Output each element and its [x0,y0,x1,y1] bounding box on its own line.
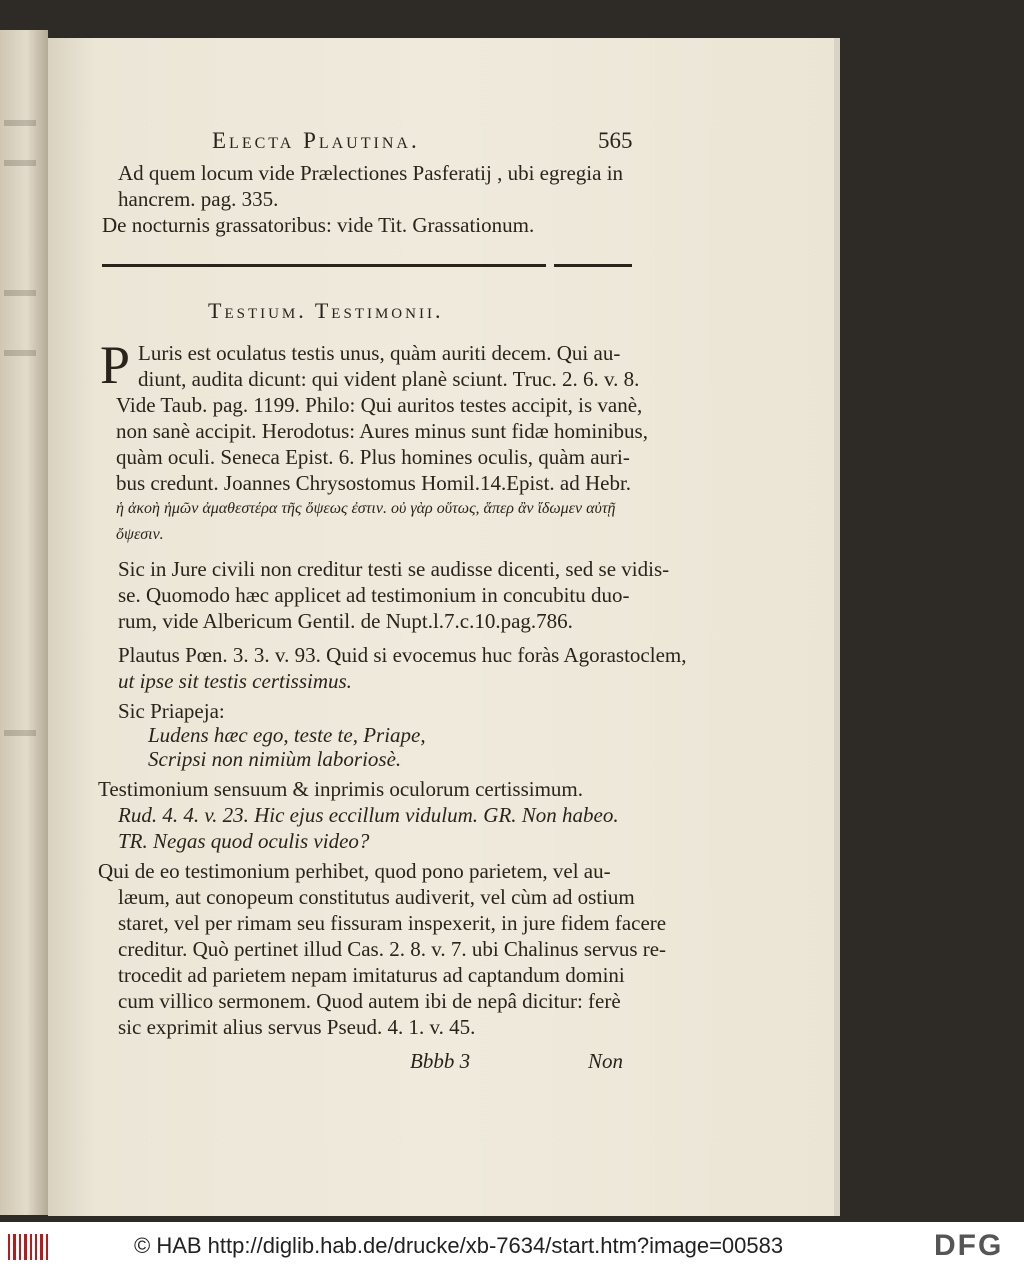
text-line: Plautus Pœn. 3. 3. v. 93. Quid si evocemus huc foràs Agorastoclem, [118,643,687,667]
text-line: Luris est oculatus testis unus, quàm auriti decem. Qui au- [138,341,621,365]
ghost-text [4,290,36,296]
signature-mark: Bbbb 3 [410,1049,471,1073]
ghost-text [4,120,36,126]
page-number: 565 [598,128,633,153]
text-line: creditur. Quò pertinet illud Cas. 2. 8. v. 7. ubi Chalinus servus re- [118,937,667,961]
text-line: sic exprimit alius servus Pseud. 4. 1. v. 45. [118,1015,476,1039]
text-line: TR. Negas quod oculis video? [118,829,370,853]
section-heading: Testium. Testimonii. [208,298,444,323]
hab-logo-icon[interactable] [8,1232,48,1262]
section-rule [554,264,632,267]
text-line: ut ipse sit testis certissimus. [118,669,352,693]
copyright-url-link[interactable]: © HAB http://diglib.hab.de/drucke/xb-7634/start.htm?image=00583 [134,1233,784,1258]
previous-page-edge [0,30,48,1215]
section-rule [102,264,546,267]
text-line: læum, aut conopeum constitutus audiverit, vel cùm ad ostium [118,885,635,909]
page-shadow [834,38,840,1216]
ghost-text [4,730,36,736]
text-line: bus credunt. Joannes Chrysostomus Homil.14.Epist. ad Hebr. [116,471,632,495]
text-line: quàm oculi. Seneca Epist. 6. Plus homines oculis, quàm auri- [116,445,630,469]
text-line: hancrem. pag. 335. [118,187,279,211]
dfg-logo[interactable]: DFG [934,1229,1004,1262]
text-line: Vide Taub. pag. 1199. Philo: Qui auritos testes accipit, is vanè, [116,393,643,417]
ghost-text [4,160,36,166]
text-line: Ad quem locum vide Prælectiones Pasferatij , ubi egregia in [118,161,624,185]
text-line: Testimonium sensuum & inprimis oculorum certissimum. [98,777,583,801]
text-line: De nocturnis grassatoribus: vide Tit. Grassationum. [102,213,535,237]
greek-line: ὄψεσιν. [116,526,164,543]
text-line: diunt, audita dicunt: qui vident planè sciunt. Truc. 2. 6. v. 8. [138,367,640,391]
text-line: Qui de eo testimonium perhibet, quod pono parietem, vel au- [98,859,611,883]
verse-line: Ludens hæc ego, teste te, Priape, [148,723,426,747]
text-line: staret, vel per rimam seu fissuram inspexerit, in jure fidem facere [118,911,667,935]
book-page [48,38,840,1216]
text-line: Sic in Jure civili non creditur testi se audisse dicenti, sed se vidis- [118,557,670,581]
text-line: se. Quomodo hæc applicet ad testimonium in concubitu duo- [118,583,630,607]
drop-cap: P [100,335,131,395]
running-header: Electa Plautina. [212,128,420,153]
text-line: cum villico sermonem. Quod autem ibi de nepâ dicitur: ferè [118,989,621,1013]
text-line: rum, vide Albericum Gentil. de Nupt.l.7.c.10.pag.786. [118,609,573,633]
ghost-text [4,350,36,356]
catchword: Non [588,1049,624,1073]
text-line: Rud. 4. 4. v. 23. Hic ejus eccillum vidulum. GR. Non habeo. [118,803,619,827]
footer-bar [0,1222,1024,1270]
verse-line: Scripsi non nimiùm laboriosè. [148,747,402,771]
text-line: non sanè accipit. Herodotus: Aures minus sunt fidæ hominibus, [116,419,648,443]
text-line: trocedit ad parietem nepam imitaturus ad captandum domini [118,963,625,987]
text-line: Sic Priapeja: [118,699,225,723]
greek-line: ἡ ἀκοὴ ἡμῶν ἀμαθεστέρα τῆς ὄψεως ἐστιν. οὐ γὰρ οὕτως, ἅπερ ἂν ἴδωμεν αὐτῇ [116,500,616,517]
